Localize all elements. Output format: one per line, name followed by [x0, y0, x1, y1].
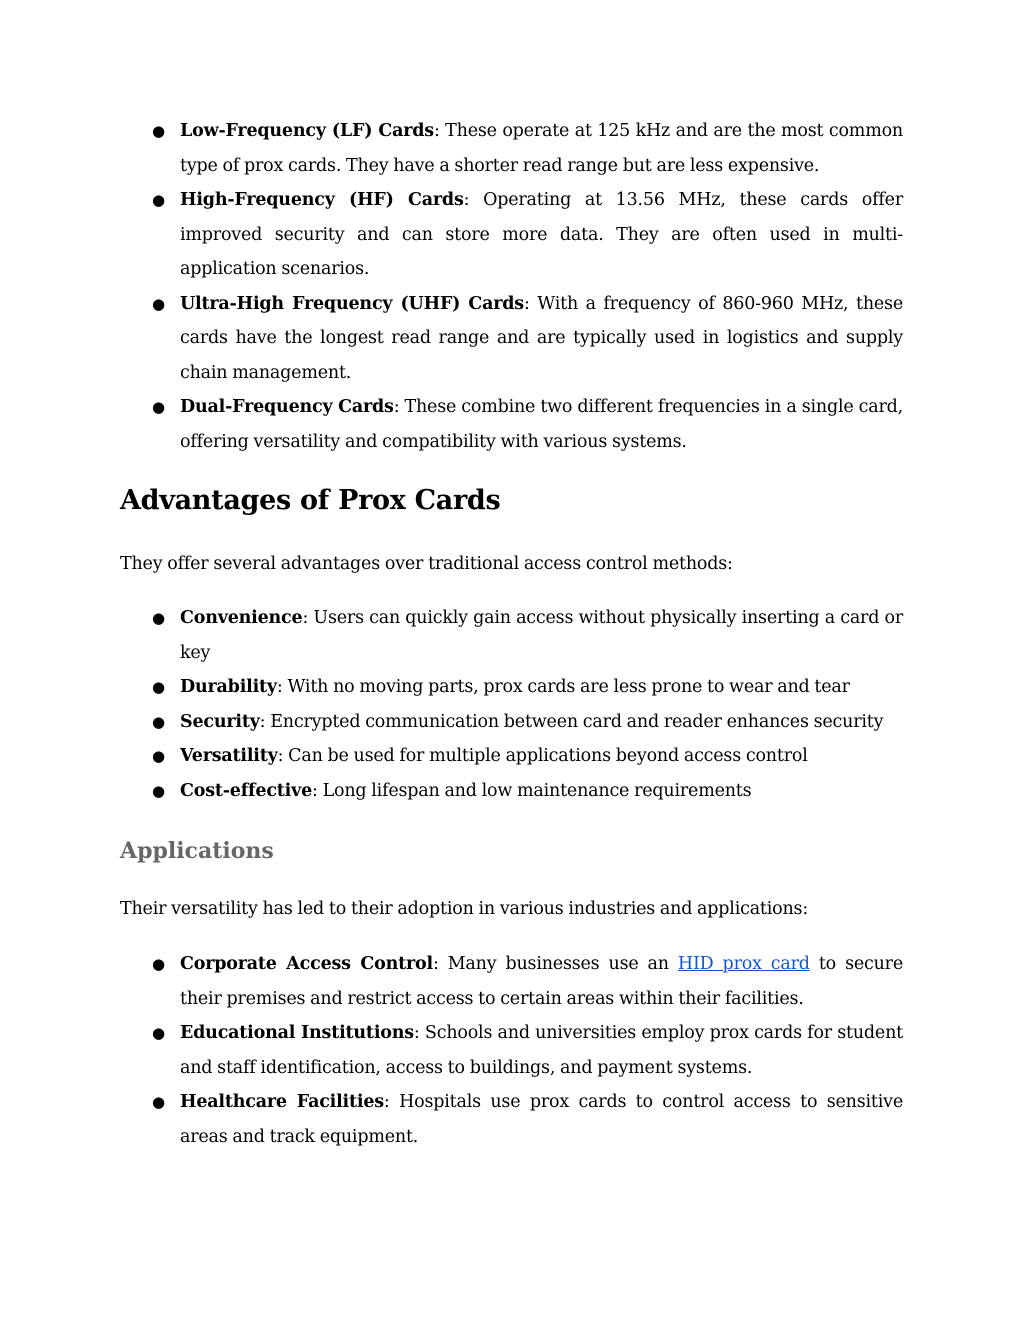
list-item-term: Corporate Access Control — [180, 954, 433, 974]
bullet: ● — [152, 955, 165, 973]
page-content — [120, 114, 903, 1154]
bullet: ● — [152, 191, 165, 209]
list-item-text: Hospitals use prox cards to control access to sensitive areas and track equipment. — [180, 1092, 903, 1147]
advantages-heading: Advantages of Prox Cards — [120, 485, 501, 516]
list-item: ● Dual-Frequency Cards: These combine two different frequencies in a single card, offering versatility and compatibility with various systems. — [120, 390, 903, 459]
bullet: ● — [152, 712, 165, 731]
list-item-text: Many businesses use an — [438, 954, 678, 974]
bullet: ● — [152, 678, 165, 696]
list-item-text: These combine two different frequencies in a single card, offering versatility and compatibility with various systems. — [180, 397, 903, 452]
list-item: ● Corporate Access Control: Many businesses use an HID prox card to secure their premises and restrict access to certain areas within their facilities. — [120, 947, 903, 1016]
list-item-text: These operate at 125 kHz and are the most common type of prox cards. They have a shorter read range but are less expensive. — [180, 121, 904, 176]
advantages-intro: They offer several advantages over traditional access control methods: — [120, 554, 733, 574]
list-item-term: Educational Institutions — [180, 1023, 414, 1043]
bullet: ● — [152, 1024, 165, 1042]
list-item-text: With a frequency of 860-960 MHz, these cards have the longest read range and are typically used in logistics and supply chain management. — [180, 293, 903, 383]
list-item-term: Cost-effective — [180, 780, 313, 801]
bullet: ● — [152, 609, 165, 627]
bullet: ● — [152, 1093, 165, 1111]
list-item: ● Ultra-High Frequency (UHF) Cards: With a frequency of 860-960 MHz, these cards have the longest read range and are typically used in logistics and supply chain management. — [120, 287, 903, 391]
card-types-list — [120, 114, 903, 459]
bullet: ● — [152, 122, 165, 140]
advantages-list — [120, 601, 903, 808]
list-item: ● Durability: With no moving parts, prox cards are less prone to wear and tear — [120, 670, 903, 705]
list-item: ● Healthcare Facilities: Hospitals use prox cards to control access to sensitive areas and track equipment. — [120, 1085, 903, 1154]
list-item-text: Operating at 13.56 MHz, these cards offer improved security and can store more data. They are often used in multi-application scenarios. — [180, 190, 903, 279]
list-item-text: Can be used for multiple applications beyond access control — [283, 746, 808, 766]
list-item-text: Encrypted communication between card and reader enhances security — [265, 711, 884, 732]
list-item-term: Security — [180, 711, 260, 732]
bullet: ● — [152, 781, 165, 800]
applications-list — [120, 947, 903, 1154]
bullet: ● — [152, 294, 165, 313]
list-item-term: Versatility — [180, 746, 278, 766]
hid-prox-card-link[interactable]: HID prox card — [677, 954, 810, 974]
list-item-term: High-Frequency (HF) Cards — [180, 190, 464, 210]
list-item-term: Durability — [180, 677, 277, 697]
list-item: ● Educational Institutions: Schools and universities employ prox cards for student and staff identification, access to buildings, and payment systems. — [120, 1016, 903, 1085]
list-item-text: With no moving parts, prox cards are less prone to wear and tear — [282, 677, 850, 697]
list-item: ● Convenience: Users can quickly gain access without physically inserting a card or key — [120, 601, 903, 670]
list-item-term: Dual-Frequency Cards — [180, 397, 394, 417]
list-item-term: Low-Frequency (LF) Cards — [180, 121, 434, 141]
applications-intro: Their versatility has led to their adoption in various industries and applications: — [120, 899, 809, 919]
applications-heading: Applications — [120, 838, 274, 864]
bullet: ● — [152, 398, 165, 416]
list-item: ● Versatility: Can be used for multiple applications beyond access control — [120, 739, 903, 774]
list-item: ● Cost-effective: Long lifespan and low maintenance requirements — [120, 774, 903, 809]
list-item-term: Ultra-High Frequency (UHF) Cards — [180, 293, 524, 314]
bullet: ● — [152, 747, 165, 765]
list-item-text: Schools and universities employ prox cards for student and staff identification, access to buildings, and payment systems. — [180, 1023, 903, 1078]
list-item-text: Long lifespan and low maintenance requirements — [317, 780, 752, 801]
list-item: ● High-Frequency (HF) Cards: Operating at 13.56 MHz, these cards offer improved security and can store more data. They are often used in multi-application scenarios. — [120, 183, 903, 287]
list-item-term: Healthcare Facilities — [180, 1092, 384, 1112]
list-item-text: to secure their premises and restrict access to certain areas within their facilities. — [180, 954, 903, 1009]
list-item-term: Convenience — [180, 608, 303, 628]
list-item-text: Users can quickly gain access without physically inserting a card or key — [180, 608, 903, 663]
list-item: ● Low-Frequency (LF) Cards: These operate at 125 kHz and are the most common type of prox cards. They have a shorter read range but are less expensive. — [120, 114, 903, 183]
list-item: ● Security: Encrypted communication between card and reader enhances security — [120, 705, 903, 740]
